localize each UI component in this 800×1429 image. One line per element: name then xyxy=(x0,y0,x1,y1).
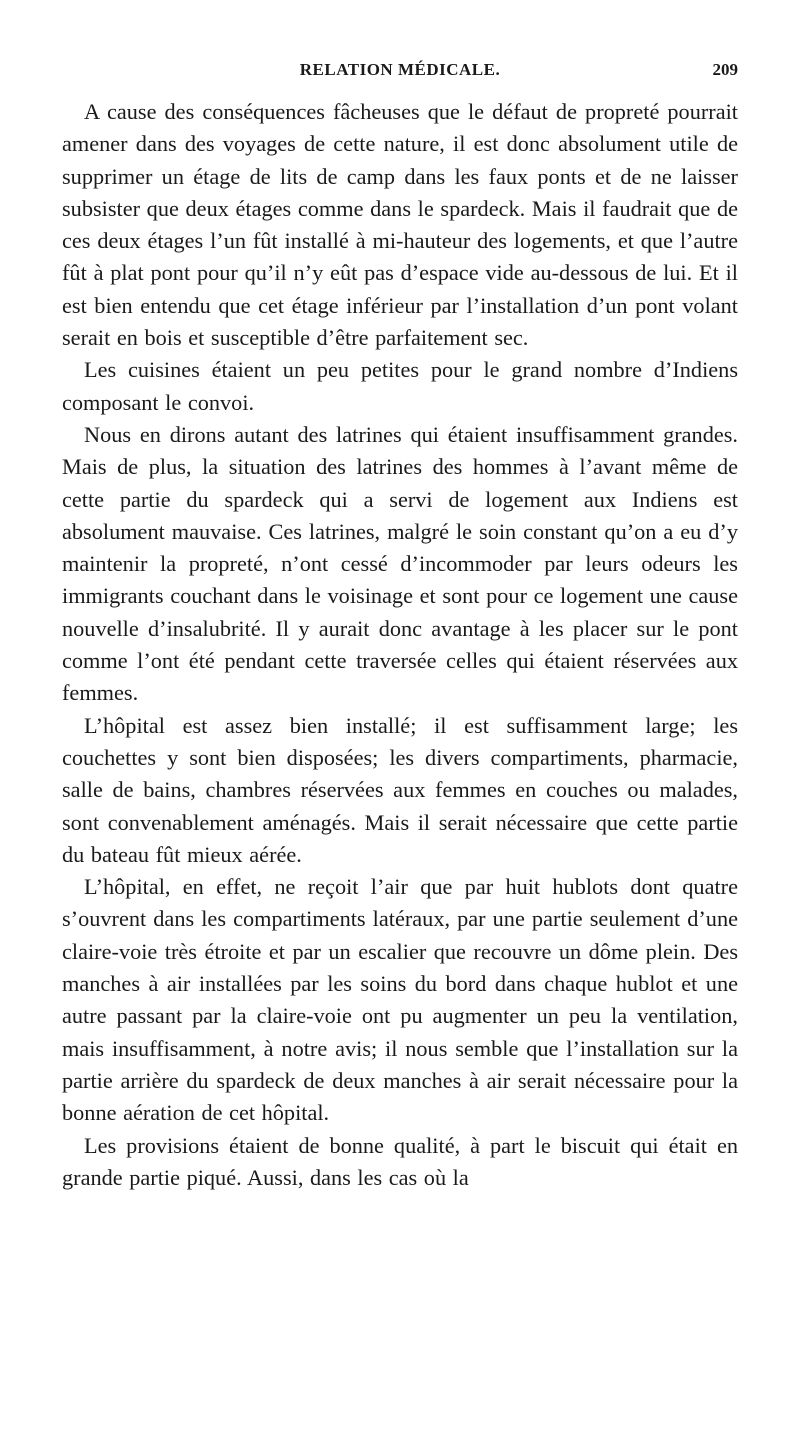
page-header xyxy=(62,60,738,90)
body-text xyxy=(62,96,738,1194)
paragraph: L’hôpital, en effet, ne reçoit l’air que par huit hublots dont quatre s’ouvrent dans les compartiments latéraux, par une partie seulement d’une claire-voie très étroite et par un escalier que recouvre un dôme plein. Des manches à air installées par les soins du bord dans chaque hublot et une autre passant par la claire-voie ont pu augmenter un peu la ventilation, mais insuffisamment, à notre avis; il nous semble que l’installation sur la partie arrière du spardeck de deux manches à air serait nécessaire pour la bonne aération de cet hôpital. xyxy=(62,874,738,1126)
paragraph: L’hôpital est assez bien installé; il est suffisamment large; les couchettes y sont bien disposées; les divers compartiments, pharmacie, salle de bains, chambres réservées aux femmes en couches ou malades, sont convenablement aménagés. Mais il serait nécessaire que cette partie du bateau fût mieux aérée. xyxy=(62,712,738,867)
running-title: RELATION MÉDICALE. xyxy=(299,60,501,79)
paragraph: A cause des conséquences fâcheuses que le défaut de propreté pourrait amener dans des voyages de cette nature, il est donc absolument utile de supprimer un étage de lits de camp dans les faux ponts et de ne laisser subsister que deux étages comme dans le spardeck. Mais il faudrait que de ces deux étages l’un fût installé à mi-hauteur des logements, et que l’autre fût à plat pont pour qu’il n’y eût pas d’espace vide au-dessous de lui. Et il est bien entendu que cet étage inférieur par l’installation d’un pont volant serait en bois et susceptible d’être parfaitement sec. xyxy=(62,99,738,351)
paragraph: Les provisions étaient de bonne qualité, à part le biscuit qui était en grande partie piqué. Aussi, dans les cas où la xyxy=(62,1132,738,1190)
paragraph: Les cuisines étaient un peu petites pour le grand nombre d’Indiens composant le convoi. xyxy=(62,357,738,415)
page-number: 209 xyxy=(712,60,738,79)
paragraph: Nous en dirons autant des latrines qui étaient insuffisamment grandes. Mais de plus, la situation des latrines des hommes à l’avant même de cette partie du spardeck qui a servi de logement aux Indiens est absolument mauvaise. Ces latrines, malgré le soin constant qu’on a eu d’y maintenir la propreté, n’ont cessé d’incommoder par leurs odeurs les immigrants couchant dans le voisinage et sont pour ce logement une cause nouvelle d’insalubrité. Il y aurait donc avantage à les placer sur le pont comme l’ont été pendant cette traversée celles qui étaient réservées aux femmes. xyxy=(62,421,738,706)
